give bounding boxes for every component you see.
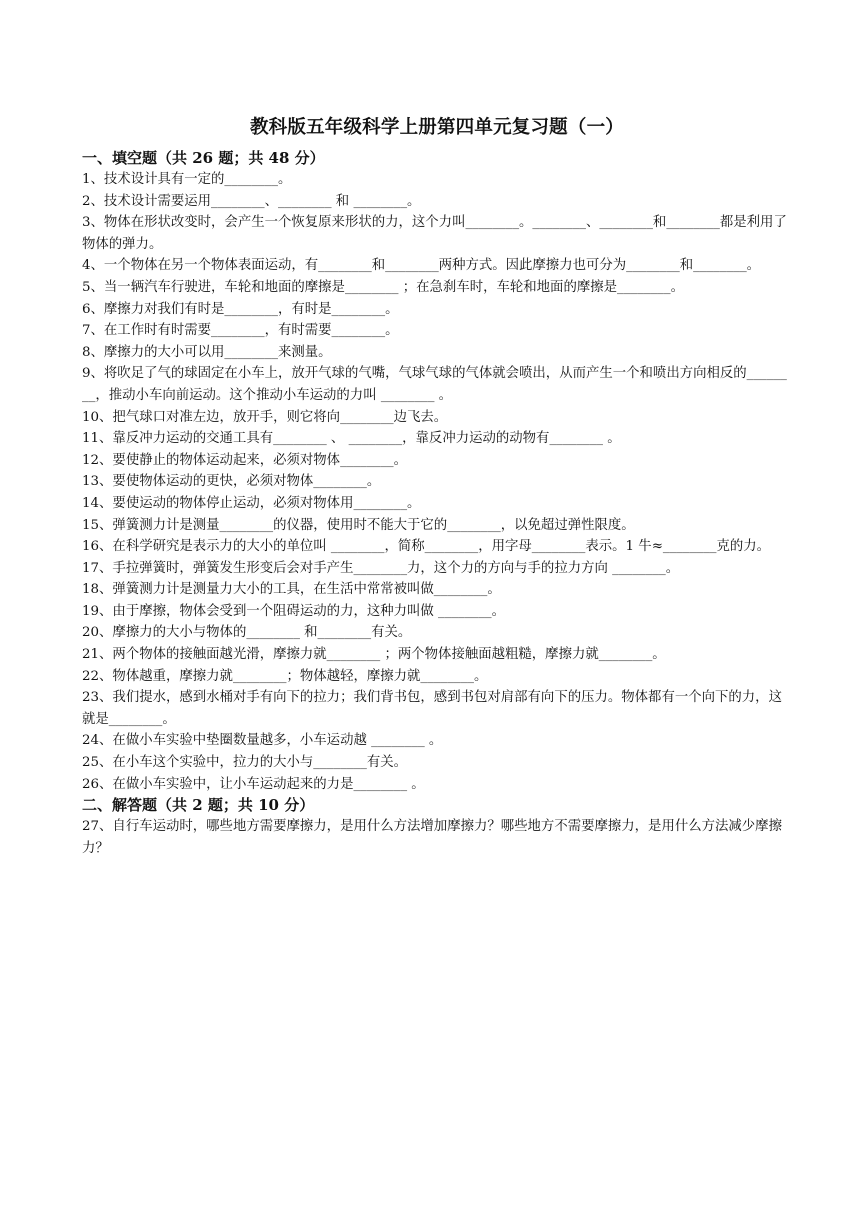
question-7: 7、在工作时有时需要________，有时需要________。 bbox=[82, 323, 399, 339]
question-26: 26、在做小车实验中，让小车运动起来的力是________ 。 bbox=[82, 776, 425, 792]
question-10: 10、把气球口对准左边，放开手，则它将向________边飞去。 bbox=[82, 409, 448, 425]
section-heading: 一、填空题（共 26 题；共 48 分） bbox=[82, 149, 325, 167]
question-18: 18、弹簧测力计是测量力大小的工具，在生活中常常被叫做________。 bbox=[82, 582, 501, 598]
question-21: 21、两个物体的接触面越光滑，摩擦力就________ ；两个物体接触面越粗糙，摩擦力就________。 bbox=[82, 647, 666, 663]
question-3: 3、物体在形状改变时，会产生一个恢复原来形状的力，这个力叫________。________、________和________都是利用了物体的弹力。 bbox=[82, 215, 787, 252]
question-24: 24、在做小车实验中垫圈数量越多，小车运动越 ________ 。 bbox=[82, 733, 443, 749]
question-2: 2、技术设计需要运用________、________ 和 ________。 bbox=[82, 193, 421, 209]
question-14: 14、要使运动的物体停止运动，必须对物体用________。 bbox=[82, 495, 421, 511]
question-4: 4、一个物体在另一个物体表面运动，有________和________两种方式。因此摩擦力也可分为________和________。 bbox=[82, 258, 761, 274]
question-23: 23、我们提水，感到水桶对手有向下的拉力；我们背书包，感到书包对肩部有向下的压力。物体都有一个向下的力，这就是________。 bbox=[82, 690, 782, 727]
question-27: 27、自行车运动时，哪些地方需要摩擦力，是用什么方法增加摩擦力？哪些地方不需要摩擦力，是用什么方法减少摩擦力？ bbox=[82, 819, 782, 856]
question-13: 13、要使物体运动的更快，必须对物体________。 bbox=[82, 474, 381, 490]
question-8: 8、摩擦力的大小可以用________来测量。 bbox=[82, 344, 332, 360]
question-12: 12、要使静止的物体运动起来，必须对物体________。 bbox=[82, 452, 408, 468]
question-16: 16、在科学研究是表示力的大小的单位叫 ________，简称________，用字母________表示。1 牛≈________克的力。 bbox=[82, 539, 771, 555]
section-heading: 二、解答题（共 2 题；共 10 分） bbox=[82, 796, 315, 815]
question-11: 11、靠反冲力运动的交通工具有________ 、 ________，靠反冲力运动的动物有________ 。 bbox=[82, 431, 621, 447]
section-fill-in-blank bbox=[82, 148, 788, 795]
question-6: 6、摩擦力对我们有时是________，有时是________。 bbox=[82, 301, 399, 317]
question-5: 5、当一辆汽车行驶进，车轮和地面的摩擦是________ ；在急刹车时，车轮和地面的摩擦是________。 bbox=[82, 279, 684, 295]
question-17: 17、手拉弹簧时，弹簧发生形变后会对手产生________力，这个力的方向与手的拉力方向 ________。 bbox=[82, 560, 680, 576]
question-19: 19、由于摩擦，物体会受到一个阻碍运动的力，这种力叫做 ________。 bbox=[82, 603, 506, 619]
question-15: 15、弹簧测力计是测量________的仪器，使用时不能大于它的________，以免超过弹性限度。 bbox=[82, 517, 635, 533]
question-1: 1、技术设计具有一定的________。 bbox=[82, 172, 292, 187]
document-title: 教科版五年级科学上册第四单元复习题（一） bbox=[249, 117, 624, 138]
question-22: 22、物体越重，摩擦力就________；物体越轻，摩擦力就________。 bbox=[82, 668, 488, 684]
section-short-answer bbox=[82, 795, 788, 859]
question-9: 9、将吹足了气的球固定在小车上，放开气球的气嘴，气球气球的气体就会喷出，从而产生一个和喷出方向相反的________，推动小车向前运动。这个推动小车运动的力叫 ________ 。 bbox=[82, 366, 787, 403]
question-20: 20、摩擦力的大小与物体的________ 和________有关。 bbox=[82, 625, 412, 641]
question-25: 25、在小车这个实验中，拉力的大小与________有关。 bbox=[82, 755, 408, 771]
